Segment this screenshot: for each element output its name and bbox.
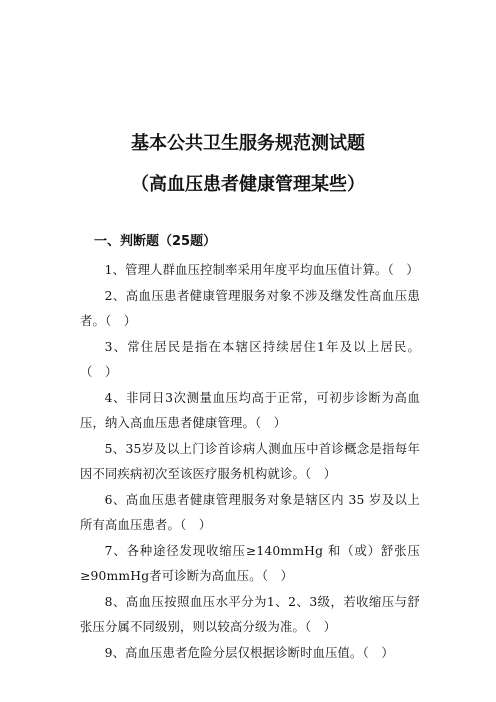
question-item: 3、常住居民是指在本辖区持续居住1年及以上居民。（ ）: [80, 339, 420, 379]
question-item: 5、35岁及以上门诊首诊病人测血压中首诊概念是指每年因不同疾病初次至该医疗服务机构就诊。（ ）: [80, 441, 420, 481]
question-item: 1、管理人群血压控制率采用年度平均血压值计算。（ ）: [104, 263, 419, 277]
document-title: 基本公共卫生服务规范测试题: [131, 133, 365, 154]
question-list: [80, 258, 420, 666]
question-item: 4、非同日3次测量血压均高于正常，可初步诊断为高血压，纳入高血压患者健康管理。（ ）: [80, 390, 420, 430]
question-item: 6、高血压患者健康管理服务对象是辖区内 35 岁及以上所有高血压患者。（ ）: [80, 492, 420, 532]
section-heading: 一、判断题（25题）: [94, 234, 217, 249]
question-item: 7、各种途径发现收缩压≥140mmHg 和（或）舒张压≥90mmHg者可诊断为高血压。（ ）: [80, 543, 420, 583]
question-item: 9、高血压患者危险分层仅根据诊断时血压值。（ ）: [104, 645, 394, 660]
document-subtitle: （高血压患者健康管理某些）: [131, 174, 365, 195]
question-item: 8、高血压按照血压水平分为1、2、3级，若收缩压与舒张压分属不同级别，则以较高分级为准。（ ）: [80, 594, 420, 634]
question-item: 2、高血压患者健康管理服务对象不涉及继发性高血压患者。（ ）: [80, 288, 420, 328]
